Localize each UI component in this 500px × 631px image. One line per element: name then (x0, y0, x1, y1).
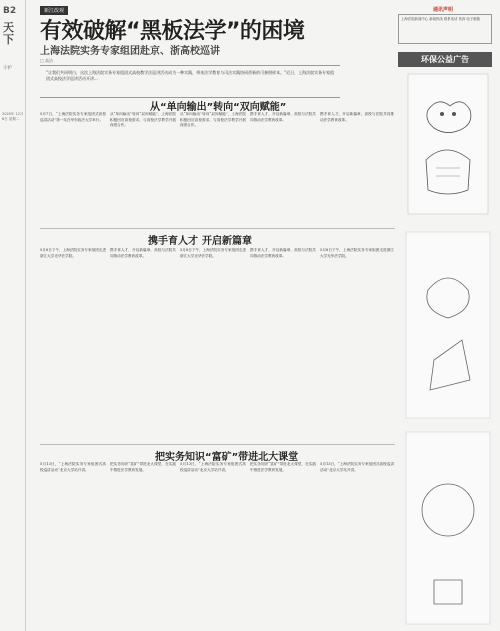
article-column: 5月7日，“上海法院实务专家组团式高校巡讲活动”第一站在华东政法大学举行。 (40, 112, 106, 122)
page-number: B2 (3, 6, 17, 16)
section-name: 天下 (3, 21, 14, 46)
article-column: 把实务知识“富矿”带进北大课堂，在实践中推进法学教育发展。 (250, 462, 316, 472)
notice-box: 上海法院新闻中心 新闻热线 联系电话 传真 电子邮箱 (398, 14, 492, 44)
article-column: 5月13日，“上海法院实务专家组团式高校巡讲活动”北京大学站开讲。 (320, 462, 394, 472)
section-heading: 携手育人才 (148, 236, 198, 247)
article-column: 5月13日，“上海法院实务专家组团式高校巡讲活动”北京大学站开讲。 (40, 462, 106, 472)
cartoon-illustration (404, 230, 492, 420)
section-heading: 把实务知识“富矿”带进北大课堂 (155, 452, 299, 463)
cartoon-illustration (404, 430, 492, 626)
column-tag: 新江改观 (40, 6, 68, 15)
byline: □ 高洁 (40, 58, 54, 63)
left-section-strip (0, 0, 26, 631)
section-heading: 开启新篇章 (202, 236, 252, 247)
article-column: 从“单向输出”转向“双向赋能”，上海法院积极回应高校需求，与高校法学教学开展深度合作。 (110, 112, 176, 128)
headline: 有效破解“黑板法学”的困境 (40, 19, 305, 44)
divider (40, 65, 340, 66)
article-column: 5月8日下午，上海法院实务专家组团走进浙江大学光华法学院。 (320, 248, 394, 258)
article-column: 5月8日下午，上海法院实务专家组团走进浙江大学光华法学院。 (180, 248, 246, 258)
article-column: 5月8日下午，上海法院实务专家组团走进浙江大学光华法学院。 (40, 248, 106, 258)
notice-heading: 通讯声明 (432, 7, 453, 13)
issue-date: 2020年 12月8日 星期二 (2, 112, 24, 121)
lead-paragraph: “让我们共同明白，这次上海法院实务专家组团式高校教学法巡讲活动成为一种实践，带来法学教育与司法实践协同侨新的可参照样本。”近日，上海法院实务专家组团式高校法学巡讲活动开讲... (46, 70, 335, 81)
article-column: 5月13日，“上海法院实务专家组团式高校巡讲活动”北京大学站开讲。 (180, 462, 246, 472)
ad-title: 环保公益广告 (398, 52, 492, 67)
divider (40, 444, 395, 445)
cartoon-illustration (406, 70, 490, 220)
article-column: 携手育人才，开启新篇章，高校与法院共同推动法学教育改革。 (110, 248, 176, 258)
article-column: 把实务知识“富矿”带进北大课堂，在实践中推进法学教育发展。 (110, 462, 176, 472)
section-heading: 从“单向输出”转向“双向赋能” (150, 102, 287, 113)
article-column: 携手育人才，开启新篇章，高校与法院共同推动法学教育改革。 (250, 248, 316, 258)
subheadline: 上海法院实务专家组团赴京、浙高校巡讲 (40, 46, 220, 57)
article-column: 从“单向输出”转向“双向赋能”，上海法院积极回应高校需求，与高校法学教学开展深度合作。 (180, 112, 246, 128)
article-column: 携手育人才，开启新篇章，高校与法院共同推动法学教育改革。 (250, 112, 316, 122)
divider (40, 228, 395, 229)
section-subtitle: 守护 (3, 66, 12, 71)
article-column: 携手育人才，开启新篇章，高校与法院共同推动法学教育改革。 (320, 112, 394, 122)
